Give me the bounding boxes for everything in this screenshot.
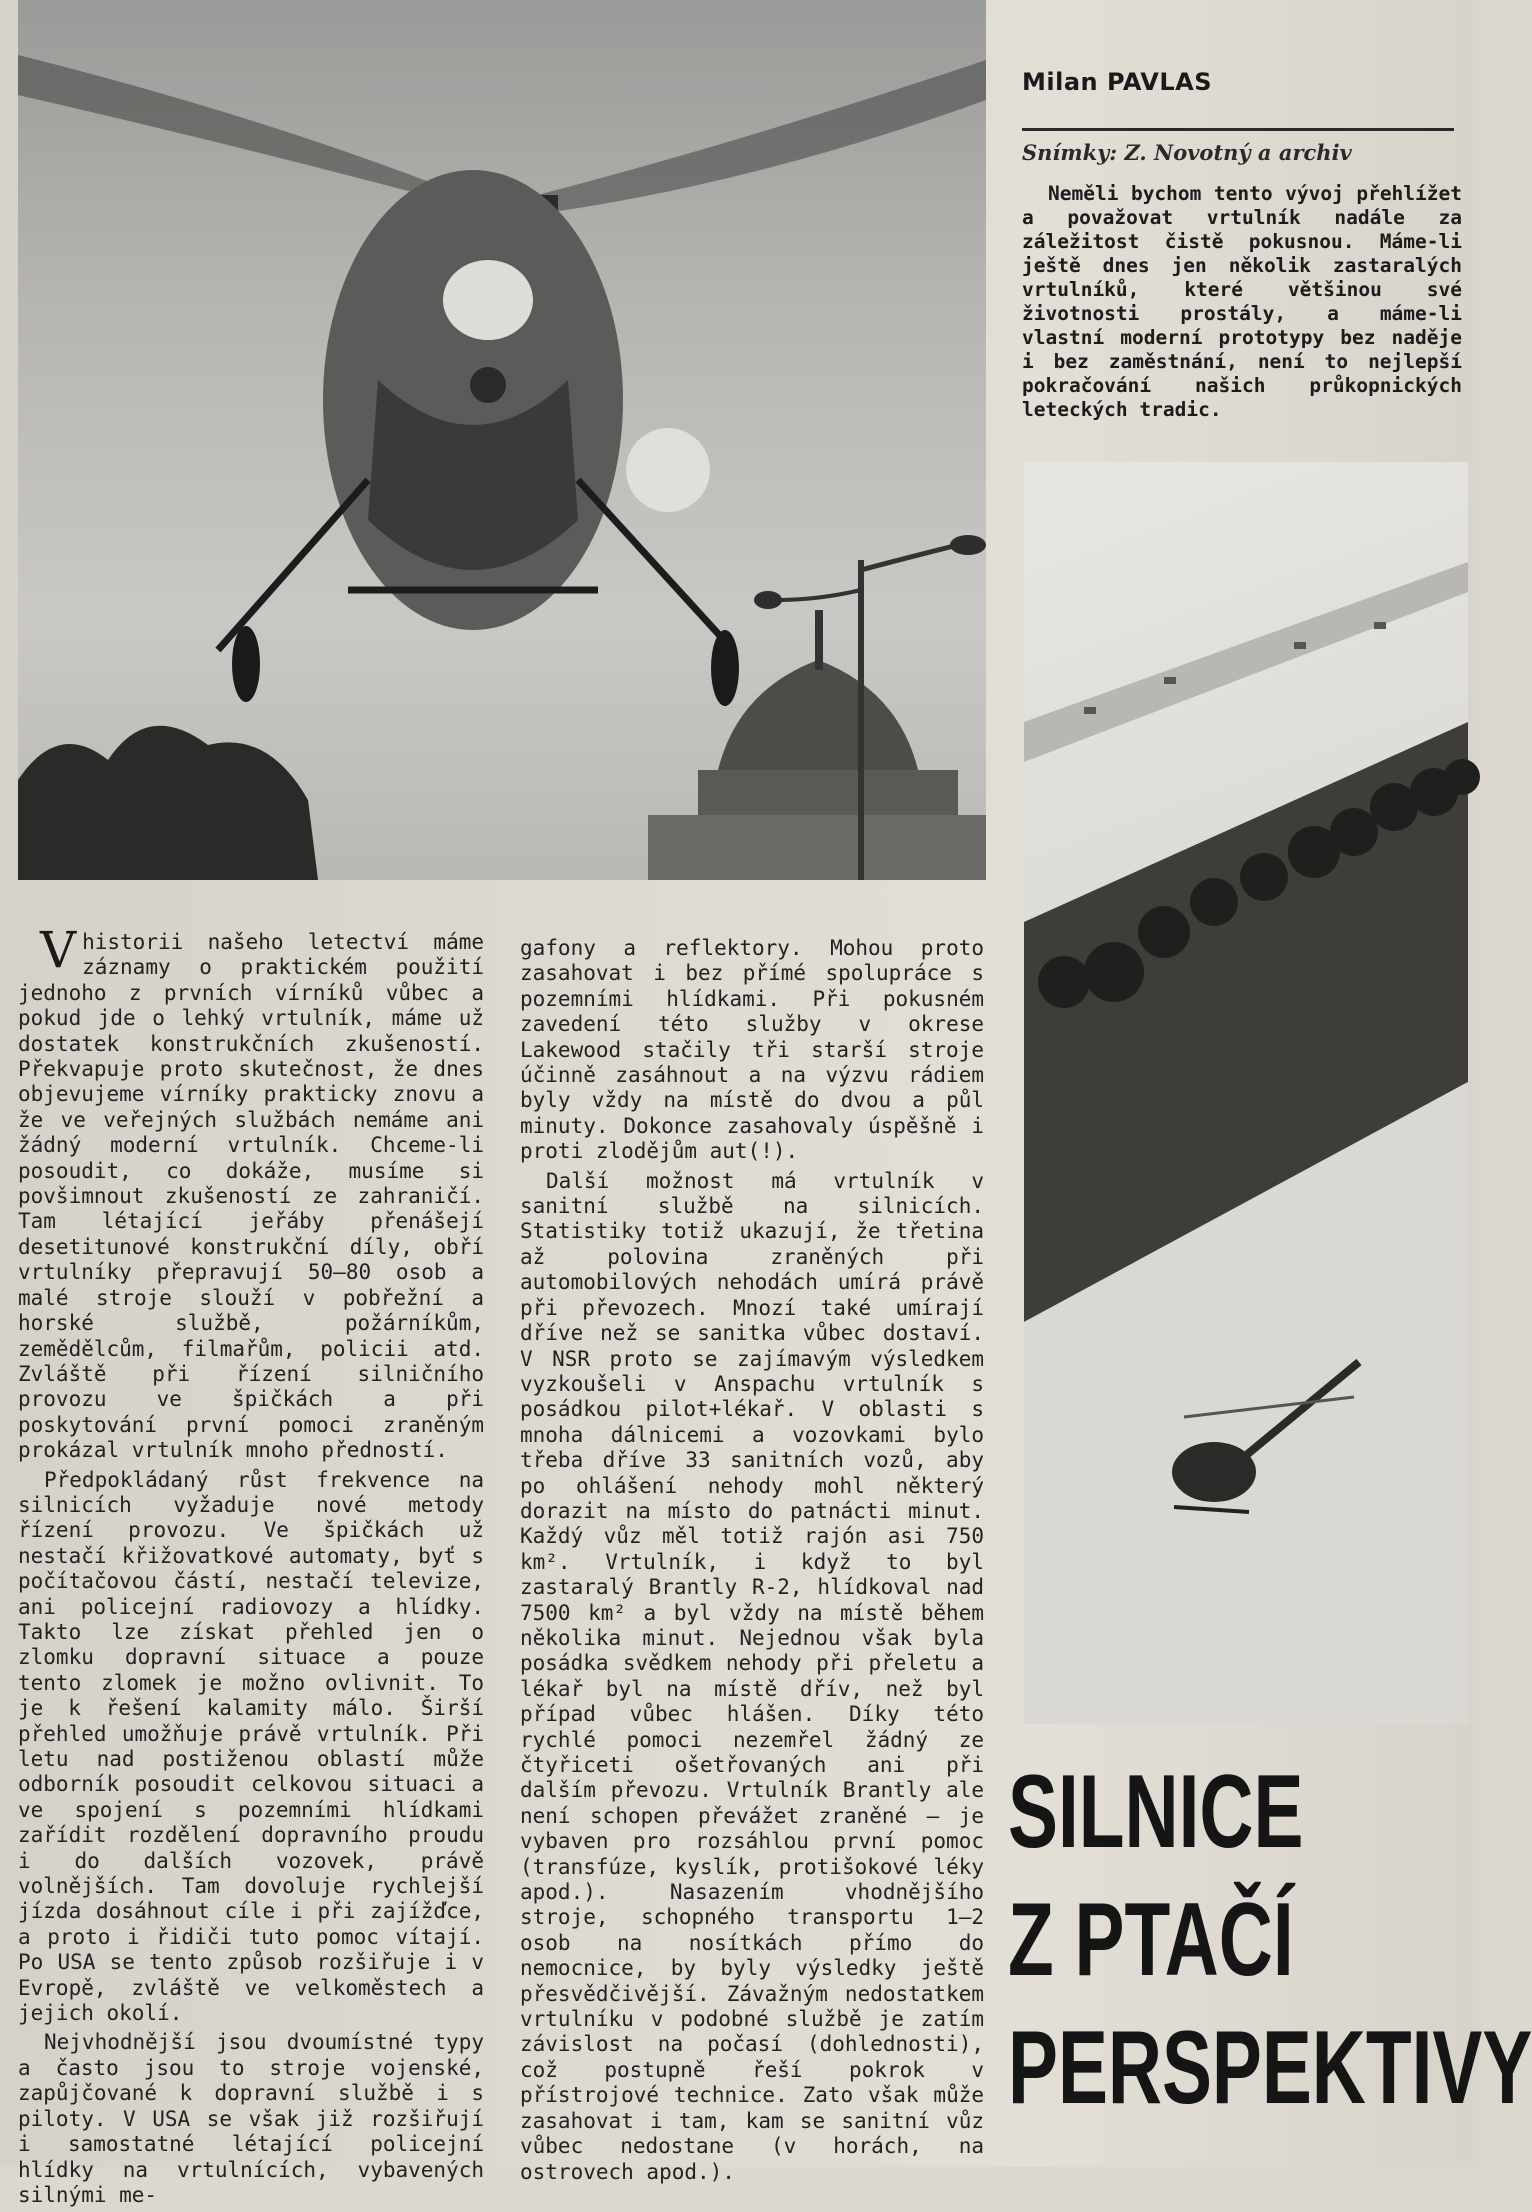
road-helicopter-photo [1024,462,1468,1724]
headline-line-1: SILNICE [1008,1754,1304,1870]
headline-line-3: PERSPEKTIVY [1008,2010,1532,2126]
paragraph-1-text: historii našeho letectví máme záznamy o praktickém použití jednoho z prvních vírníků vůbec a pokud jde o lehký vrtulník, máme už dostatek konstrukčních zkušeností. Překvapuje proto skutečnost, že dnes objevujeme vírníky prakticky znovu a že ve veřejných službách nemáme ani žádný moderní vrtulník. Chceme-li posoudit, co dokáže, musíme si povšimnout zkušeností ze zahraničí. Tam létající jeřáby přenášejí desetitunové konstrukční díly, obří vrtulníky přepravují 50—80 osob a malé stroje slouží v pobřežní a horské službě, požárníkům, zemědělcům, filmařům, policii atd. Zvláště při řízení silničního provozu ve špičkách a při poskytování první pomoci zraněným prokázal vrtulník mnoho předností. [18,930,484,1463]
headline-line-2: Z PTAČÍ [1008,1882,1294,1998]
author-byline: Milan PAVLAS [1022,68,1213,96]
article-column-2 [520,936,984,2189]
paragraph-4: gafony a reflektory. Mohou proto zasahovat i bez přímé spolupráce s pozemními hlídkami. Při pokusném zavedení této služby v okrese Lakewood stačily tři starší stroje účinně zasáhnout a na výzvu rádiem byly vždy na místě do dvou a půl minuty. Dokonce zasahovaly úspěšně i proti zlodějům aut(!). [520,936,984,1164]
photo-credit: Snímky: Z. Novotný a archiv [1022,140,1352,165]
article-headline [1008,1748,1532,2132]
paragraph-2: Předpokládaný růst frekvence na silnicích vyžaduje nové metody řízení provozu. Ve špičkách už nestačí křižovatkové automaty, byť s počítačovou částí, nestačí televize, ani policejní radiovozy a hlídky. Takto lze získat přehled jen o zlomku dopravní situace a pouze tento zlomek je možno ovlivnit. To je k řešení kalamity málo. Širší přehled umožňuje právě vrtulník. Při letu nad postiženou oblastí může odborník posoudit celkovou situaci a ve spojení s pozemními hlídkami zařídit rozdělení dopravního proudu i do dalších vozovek, právě volnějších. Tam dovoluje rychlejší jízda dosáhnout cíle i při zajížďce, a proto i řidiči tuto pomoc vítají. Po USA se tento způsob rozšiřuje i v Evropě, zvláště ve velkoměstech a jejich okolí. [18,1467,484,2026]
byline-divider [1022,128,1454,131]
paragraph-3: Nejvhodnější jsou dvoumístné typy a často jsou to stroje vojenské, zapůjčované k dopravní službě i s piloty. V USA se však již rozšiřují i samostatné létající policejní hlídky na vrtulnících, vybavených silnými me- [18,2030,484,2207]
paragraph-5: Další možnost má vrtulník v sanitní službě na silnicích. Statistiky totiž ukazují, že třetina až polovina zraněných při automobilových nehodách umírá právě při převozech. Mnozí také umírají dříve než se sanitka vůbec dostaví. V NSR proto se zajímavým výsledkem vyzkoušeli v Anspachu vrtulník s posádkou pilot+lékař. V oblasti s mnoha dálnicemi a vozovkami bylo třeba dříve 33 sanitních vozů, aby po ohlášení nehody mohl některý dorazit na místo do patnácti minut. Každý vůz měl totiž rajón asi 750 km². Vrtulník, i když to byl zastaralý Brantly R-2, hlídkoval nad 7500 km² a byl vždy na místě během několika minut. Nejednou však byla posádka svědkem nehody při přeletu a lékař byl na místě dřív, než byl případ vůbec hlášen. Díky této rychlé pomoci nezemřel žádný ze čtyřiceti ošetřovaných ani při dalším převozu. Vrtulník Brantly ale není schopen převážet zraněné — je vybaven pro rozsáhlou první pomoc (transfúze, kyslík, protišokové léky apod.). Nasazením vhodnějšího stroje, schopného transportu 1—2 osob na nosítkách přímo do nemocnice, by byly výsledky ještě přesvědčivější. Závažným nedostatkem vrtulníku v podobné službě je zatím závislost na počasí (dohlednosti), což postupně řeší pokrok v přístrojové technice. Zato však může zasahovat i tam, kam se sanitní vůz vůbec nedostane (v horách, na ostrovech apod.). [520,1168,984,2184]
paragraph-1 [18,921,484,1464]
intro-paragraph: Neměli bychom tento vývoj přehlížet a považovat vrtulník nadále za záležitost čistě pokusnou. Máme-li ještě dnes jen několik zastaralých vrtulníků, které většinou své životnosti prostály, a máme-li vlastní moderní prototypy bez naděje i bez zaměstnání, není to nejlepší pokračování našich průkopnických leteckých tradic. [1022,182,1462,421]
helicopter-photo [18,0,986,880]
article-column-1 [18,921,484,2212]
drop-cap: V [40,921,77,979]
